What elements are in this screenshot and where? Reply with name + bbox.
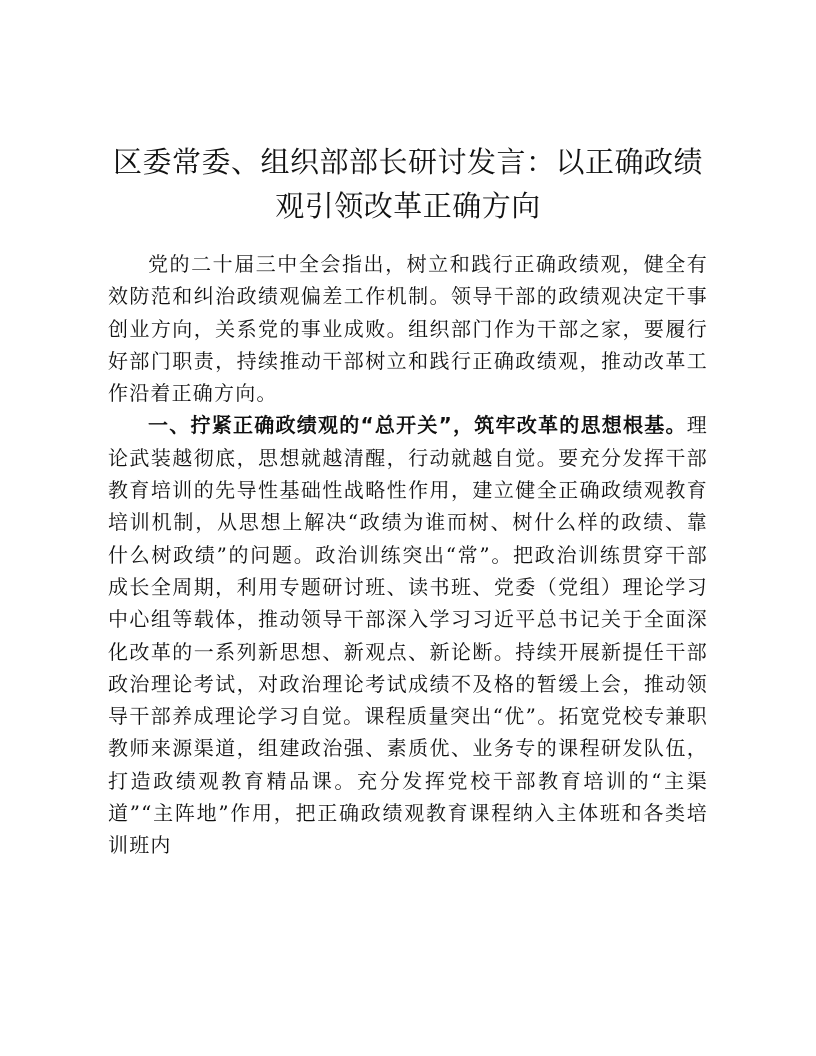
document-body <box>108 248 708 862</box>
section-1-paragraph <box>108 409 708 861</box>
intro-paragraph: 党的二十届三中全会指出，树立和践行正确政绩观，健全有效防范和纠治政绩观偏差工作机制。领导干部的政绩观决定干事创业方向，关系党的事业成败。组织部门作为干部之家，要履行好部门职责，持续推动干部树立和践行正确政绩观，推动改革工作沿着正确方向。 <box>108 252 708 406</box>
title-line-1: 区委常委、组织部部长研讨发言：以正确政绩 <box>112 145 703 179</box>
section-1-text: 理论武装越彻底，思想就越清醒，行动就越自觉。要充分发挥干部教育培训的先导性基础性战略性作用，建立健全正确政绩观教育培训机制，从思想上解决“政绩为谁而树、树什么样的政绩、靠什么树政绩”的问题。政治训练突出“常”。把政治训练贯穿干部成长全周期，利用专题研讨班、读书班、党委（党组）理论学习中心组等载体，推动领导干部深入学习习近平总书记关于全面深化改革的一系列新思想、新观点、新论断。持续开展新提任干部政治理论考试，对政治理论考试成绩不及格的暂缓上会，推动领导干部养成理论学习自觉。课程质量突出“优”。拓宽党校专兼职教师来源渠道，组建政治强、素质优、业务专的课程研发队伍，打造政绩观教育精品课。充分发挥党校干部教育培训的“主渠道”“主阵地”作用，把正确政绩观教育课程纳入主体班和各类培训班内 <box>108 413 708 858</box>
title-line-2: 观引领改革正确方向 <box>275 189 541 223</box>
document-page <box>108 140 708 862</box>
document-title <box>108 140 708 228</box>
section-1-heading: 一、拧紧正确政绩观的“总开关”，筑牢改革的思想根基。 <box>148 413 687 438</box>
